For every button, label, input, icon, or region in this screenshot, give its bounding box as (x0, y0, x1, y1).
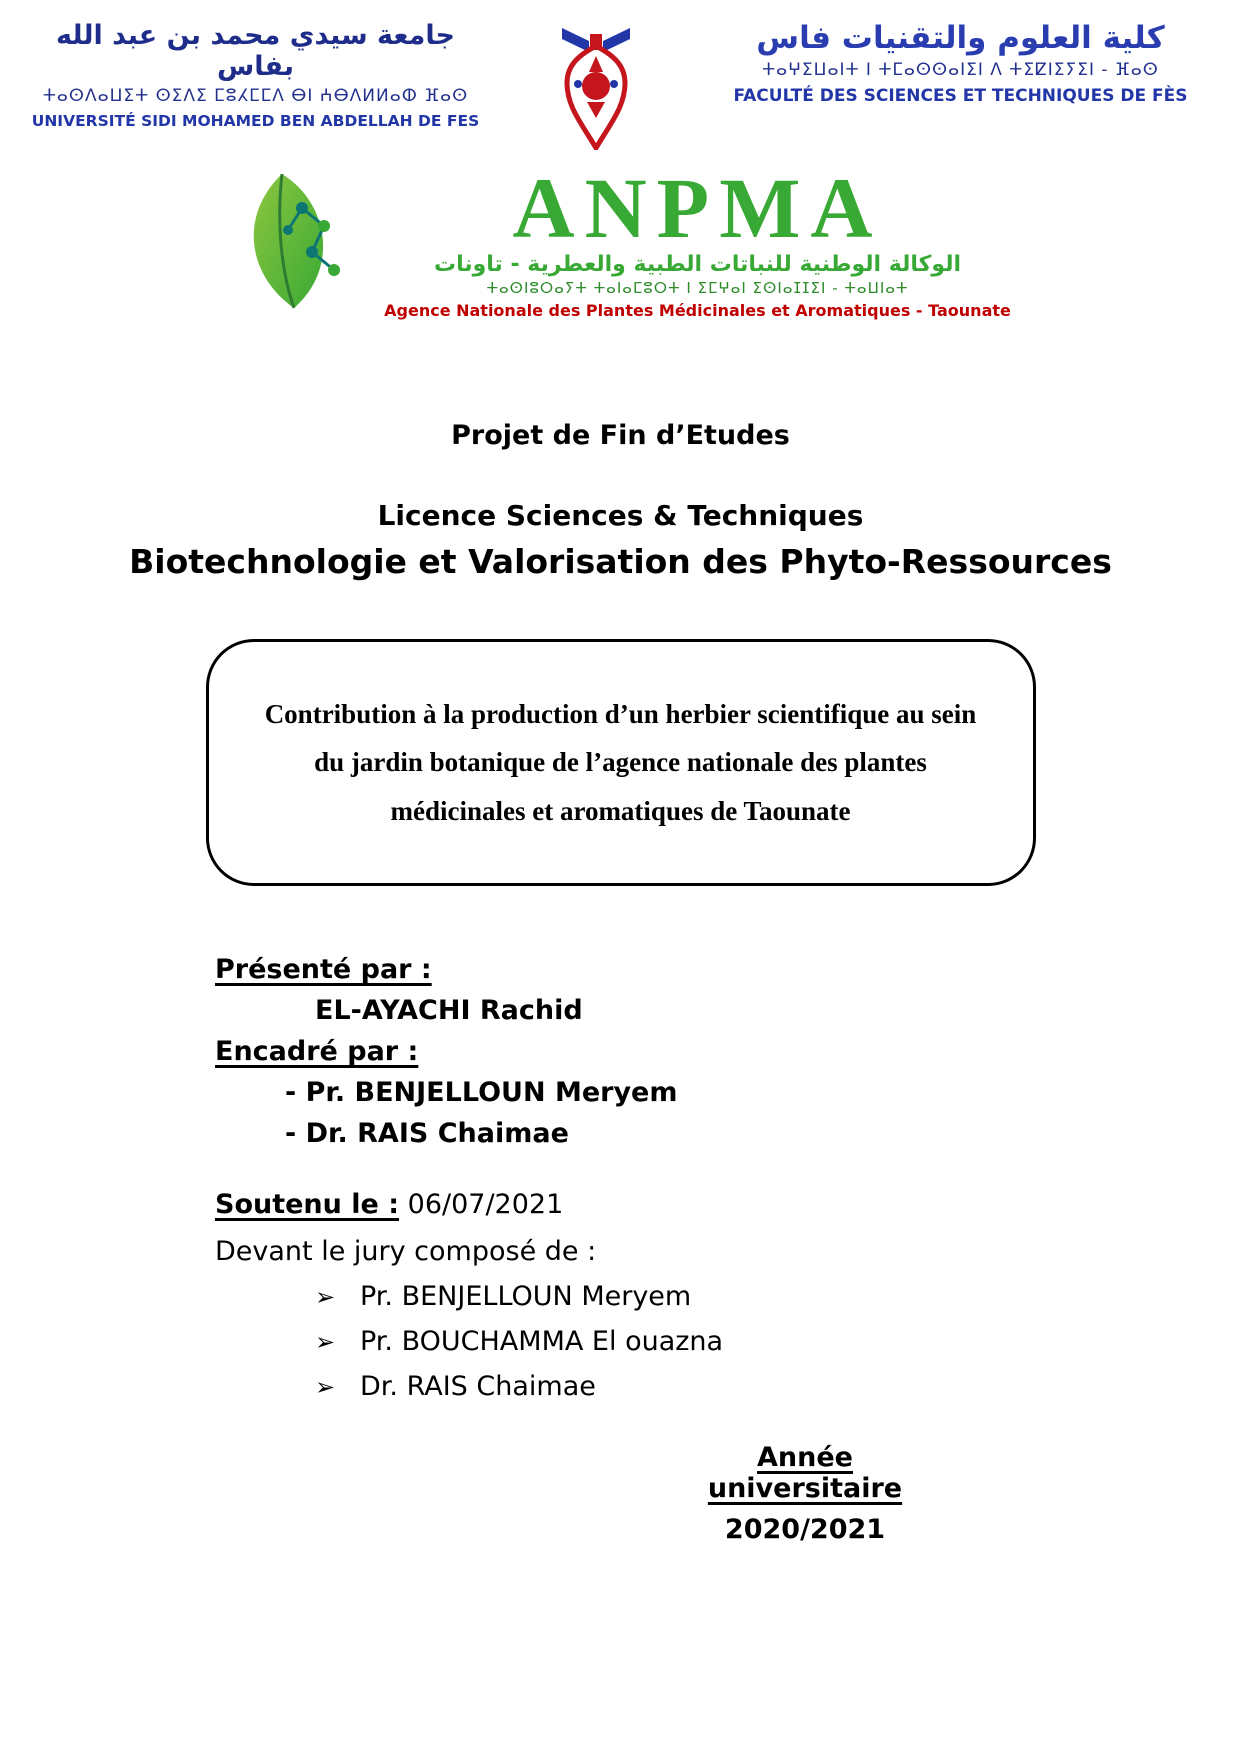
details-block (215, 954, 1241, 1545)
jury-bullet-icon: ➢ (315, 1373, 336, 1402)
program-title: Biotechnologie et Valorisation des Phyto-Ressources (129, 541, 1112, 581)
jury-member-name: Dr. RAIS Chaimae (360, 1371, 596, 1403)
faculty-tifinagh-name: ⵜⴰⵖⵉⵡⴰⵏⵜ ⵏ ⵜⵎⴰⵙⵙⴰⵏⵉⵏ ⴷ ⵜⵉⵇⵏⵉⵢⵉⵏ - ⴼⴰⵙ (762, 60, 1159, 80)
faculty-block (708, 20, 1213, 106)
anpma-logo-block (0, 160, 1241, 320)
university-tifinagh-name: ⵜⴰⵙⴷⴰⵡⵉⵜ ⵙⵉⴷⵉ ⵎⵓⵃⵎⵎⴷ ⴱⵏ ⵄⴱⴷⵍⵍⴰⵀ ⴼⴰⵙ (42, 86, 469, 106)
jury-bullet-icon: ➢ (315, 1283, 336, 1312)
university-french-name: UNIVERSITÉ SIDI MOHAMED BEN ABDELLAH DE FES (31, 112, 480, 130)
thesis-title-box (206, 639, 1036, 887)
defense-date-row (215, 1189, 1241, 1220)
university-block (28, 20, 483, 130)
supervised-by-label: Encadré par : (215, 1036, 419, 1068)
jury-member-row (315, 1371, 1241, 1402)
anpma-text-block (384, 160, 1011, 320)
academic-year-block (665, 1442, 945, 1545)
project-type-title: Projet de Fin d’Etudes (451, 419, 790, 451)
degree-title: Licence Sciences & Techniques (377, 498, 864, 532)
jury-member-name: Pr. BOUCHAMMA El ouazna (360, 1326, 724, 1358)
header (0, 0, 1241, 150)
anpma-tifinagh-name: ⵜⴰⵙⵏⵓⵔⴰⵢⵜ ⵜⴰⵏⴰⵎⵓⵔⵜ ⵏ ⵉⵎⵖⴰⵏ ⵉⵙⵏⴰⵊⵊⵉⵏ - ⵜⴰⵡⵏⴰⵜ (486, 278, 909, 297)
university-arabic-name: جامعة سيدي محمد بن عبد الله بفاس (55, 20, 455, 82)
supervised-by-row (215, 1036, 1241, 1067)
anpma-arabic-name: الوكالة الوطنية للنباتات الطبية والعطرية - تاونات (433, 251, 961, 277)
supervisor-name: - Dr. RAIS Chaimae (285, 1118, 569, 1150)
defense-date-value: 06/07/2021 (407, 1189, 564, 1221)
academic-year-label: Année universitaire (707, 1442, 903, 1505)
presented-by-row (215, 954, 1241, 985)
university-emblem-icon (546, 22, 646, 150)
jury-member-name: Pr. BENJELLOUN Meryem (360, 1281, 692, 1313)
faculty-french-name: FACULTÉ DES SCIENCES ET TECHNIQUES DE FÈS (733, 86, 1188, 106)
anpma-french-name: Agence Nationale des Plantes Médicinales et Aromatiques - Taounate (384, 300, 1011, 320)
faculty-arabic-name: كلية العلوم والتقنيات فاس (756, 20, 1165, 56)
jury-member-row (315, 1326, 1241, 1357)
university-emblem (541, 20, 651, 150)
presented-by-label: Présenté par : (215, 954, 432, 986)
anpma-leaf-icon (230, 168, 362, 310)
academic-year-value: 2020/2021 (724, 1514, 886, 1546)
jury-bullet-icon: ➢ (315, 1328, 336, 1357)
jury-member-row (315, 1281, 1241, 1312)
supervisor-name: - Pr. BENJELLOUN Meryem (285, 1077, 678, 1109)
presented-by-name: EL-AYACHI Rachid (315, 995, 583, 1027)
thesis-title: Contribution à la production d’un herbier scientifique au sein du jardin botanique de l’agence nationale des plantes médicinales et aromatiques de Taounate (264, 698, 977, 826)
defense-date-label: Soutenu le : (215, 1189, 400, 1221)
anpma-acronym: ANPMA (512, 160, 883, 256)
jury-intro: Devant le jury composé de : (215, 1236, 597, 1268)
